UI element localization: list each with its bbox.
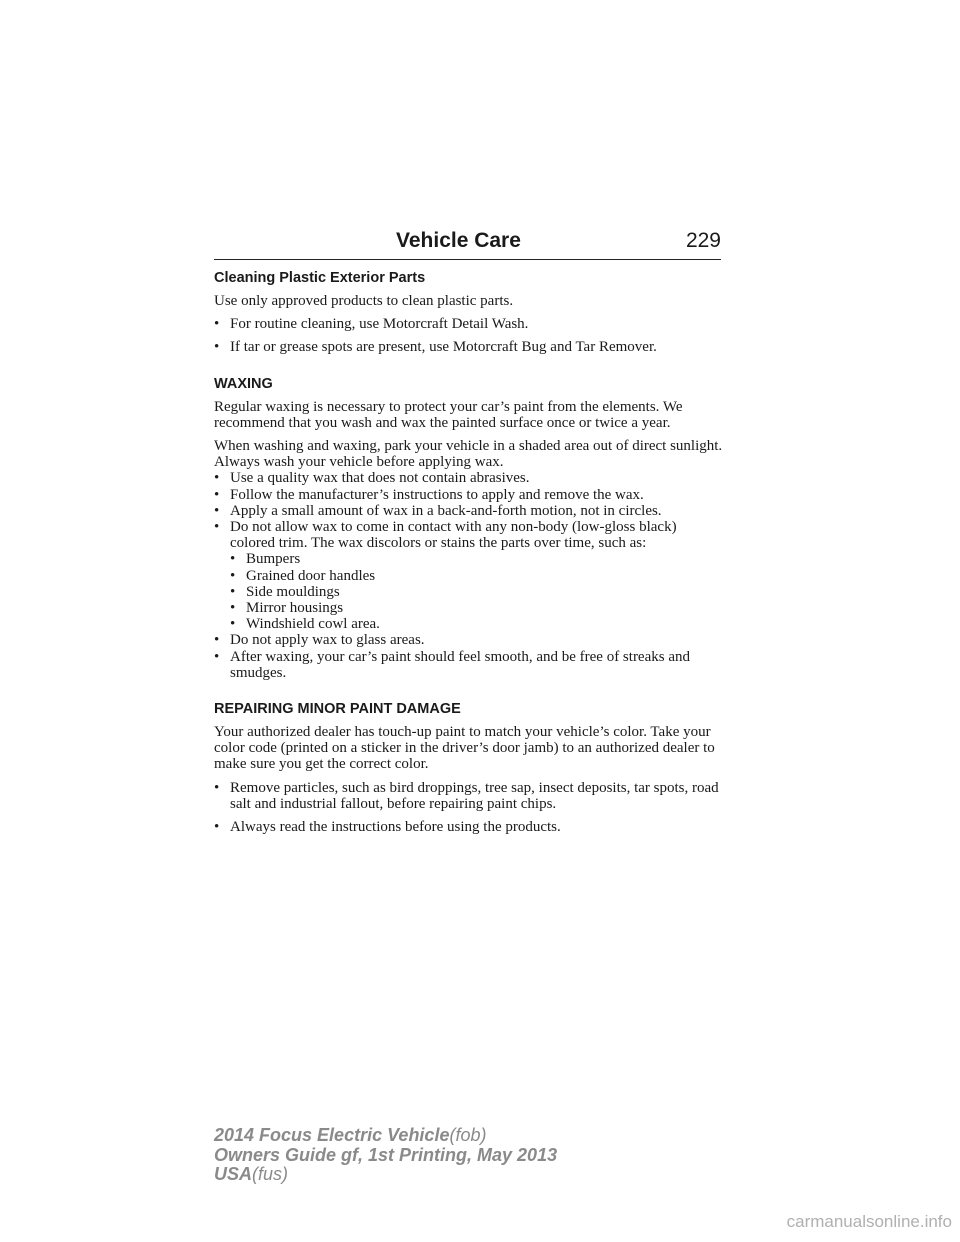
repair-paragraph: Your authorized dealer has touch-up paint to match your vehicle’s color. Take your color code (printed on a sticker in the driver’s door jamb) to an authorized dealer to make sure you get the correct color.	[214, 724, 715, 773]
list-item	[214, 780, 724, 812]
waxing-list	[214, 470, 724, 681]
waxing-paragraph-1: Regular waxing is necessary to protect your car’s paint from the elements. We recommend that you wash and wax the painted surface once or twice a year.	[214, 398, 683, 431]
page-number: 229	[685, 229, 721, 252]
list-item-text: Do not allow wax to come in contact with any non-body (low-gloss black) colored trim. The wax discolors or stains the parts over time, such as:	[230, 519, 677, 552]
section-title: Vehicle Care	[396, 229, 521, 252]
list-item-text: Follow the manufacturer’s instructions to apply and remove the wax.	[230, 486, 644, 503]
cleaning-heading: Cleaning Plastic Exterior Parts	[214, 270, 426, 286]
footer-vehicle: 2014 Focus Electric Vehicle	[214, 1125, 450, 1145]
list-item	[214, 819, 724, 835]
footer-line-1	[214, 1126, 557, 1146]
sub-list-item	[230, 584, 724, 600]
footer-line-3	[214, 1165, 557, 1185]
footer-market-code: (fus)	[252, 1164, 289, 1184]
trim-parts-list	[230, 551, 724, 632]
bullet-icon: •	[214, 486, 220, 503]
repair-list	[214, 780, 724, 836]
bullet-icon: •	[230, 567, 236, 584]
list-item-text: Remove particles, such as bird droppings, tree sap, insect deposits, tar spots, road salt and industrial fallout, before repairing paint chips.	[230, 779, 719, 812]
list-item-text: Always read the instructions before using the products.	[230, 819, 561, 836]
bullet-icon: •	[230, 600, 236, 617]
sub-list-item	[230, 568, 724, 584]
print-footer	[214, 1126, 557, 1185]
sub-list-item-text: Side mouldings	[246, 583, 340, 600]
footer-market: USA	[214, 1164, 253, 1184]
header-rule	[214, 259, 721, 260]
footer-vehicle-code: (fob)	[449, 1125, 487, 1145]
footer-line-2: Owners Guide gf, 1st Printing, May 2013	[214, 1144, 558, 1165]
list-item-text: After waxing, your car’s paint should feel smooth, and be free of streaks and smudges.	[230, 648, 690, 681]
list-item	[214, 632, 724, 648]
sub-list-item-text: Mirror housings	[246, 600, 344, 617]
list-item-text: Use a quality wax that does not contain abrasives.	[230, 470, 530, 487]
list-item	[214, 470, 724, 486]
repair-heading: REPAIRING MINOR PAINT DAMAGE	[214, 701, 461, 718]
list-item	[214, 487, 724, 503]
sub-list-item	[230, 551, 724, 567]
sub-list-item-text: Windshield cowl area.	[246, 616, 380, 633]
sub-list-item-text: Grained door handles	[246, 567, 376, 584]
bullet-icon: •	[214, 316, 220, 333]
list-item-text: For routine cleaning, use Motorcraft Detail Wash.	[230, 316, 529, 333]
cleaning-list	[214, 316, 724, 355]
list-item-text: If tar or grease spots are present, use Motorcraft Bug and Tar Remover.	[230, 339, 657, 356]
list-item	[214, 339, 724, 355]
bullet-icon: •	[230, 583, 236, 600]
watermark: carmanualsonline.info	[786, 1212, 952, 1231]
list-item-text: Apply a small amount of wax in a back-and-forth motion, not in circles.	[230, 502, 662, 519]
bullet-icon: •	[230, 551, 236, 568]
bullet-icon: •	[214, 519, 220, 536]
waxing-heading: WAXING	[214, 375, 273, 392]
sub-list-item	[230, 600, 724, 616]
cleaning-intro: Use only approved products to clean plastic parts.	[214, 293, 514, 309]
bullet-icon: •	[214, 502, 220, 519]
sub-list-item	[230, 616, 724, 632]
bullet-icon: •	[214, 819, 220, 836]
list-item-text: Do not apply wax to glass areas.	[230, 632, 425, 649]
bullet-icon: •	[230, 616, 236, 633]
list-item	[214, 503, 724, 519]
list-item	[214, 649, 724, 681]
bullet-icon: •	[214, 470, 220, 487]
bullet-icon: •	[214, 648, 220, 665]
list-item	[214, 316, 724, 332]
bullet-icon: •	[214, 779, 220, 796]
sub-list-item-text: Bumpers	[246, 551, 301, 568]
page-header	[214, 226, 721, 260]
bullet-icon: •	[214, 339, 220, 356]
waxing-paragraph-2: When washing and waxing, park your vehicle in a shaded area out of direct sunlight. Always wash your vehicle before applying wax.	[214, 438, 723, 471]
page-content	[214, 265, 724, 842]
bullet-icon: •	[214, 632, 220, 649]
list-item	[214, 519, 724, 632]
